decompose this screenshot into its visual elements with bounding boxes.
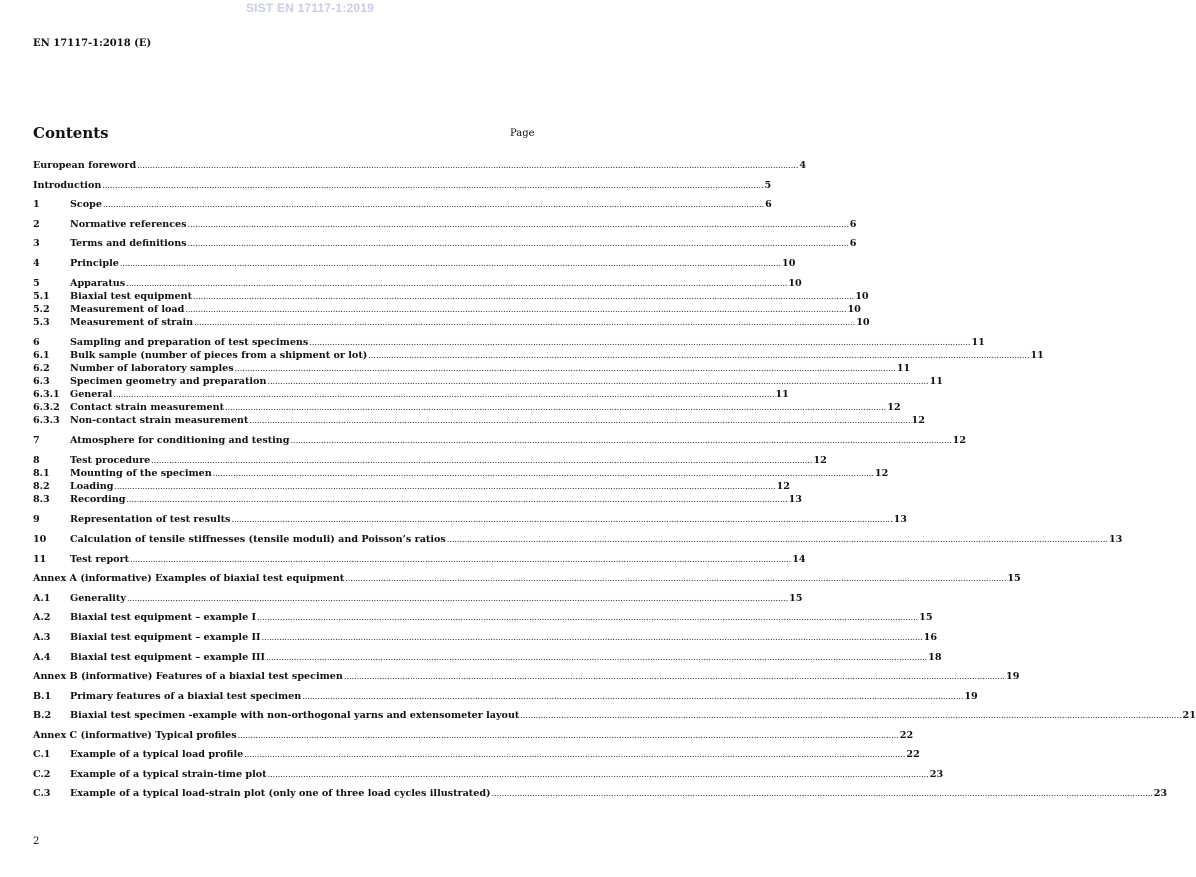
toc-entry-title: Test procedure: [70, 455, 151, 466]
toc-entry-page: 10: [782, 258, 796, 269]
page-column-label: Page: [510, 128, 535, 139]
toc-entry-number: C.3: [33, 788, 51, 799]
toc-entry-number: 1: [33, 199, 40, 210]
toc-entry-number: 10: [33, 534, 47, 545]
toc-entry[interactable]: [33, 749, 920, 762]
toc-entry-page: 11: [929, 376, 943, 387]
toc-entry-number: 9: [33, 514, 40, 525]
toc-entry-page: 12: [813, 455, 827, 466]
toc-entry-page: 4: [799, 160, 807, 171]
toc-entry-number: 4: [33, 258, 40, 269]
toc-dot-leader: [188, 239, 849, 248]
toc-entry-title: Primary features of a biaxial test specimen: [70, 691, 302, 702]
toc-entry-title: Non-contact strain measurement: [70, 415, 249, 426]
toc-entry-page: 5: [764, 180, 772, 191]
toc-entry-title: Calculation of tensile stiffnesses (tensile moduli) and Poisson’s ratios: [70, 534, 446, 545]
toc-entry[interactable]: [33, 468, 889, 481]
toc-entry[interactable]: [33, 180, 772, 193]
toc-entry-page: 12: [911, 415, 925, 426]
toc-entry-page: 12: [887, 402, 901, 413]
toc-entry-title: Annex A (informative) Examples of biaxial test equipment: [33, 573, 345, 584]
toc-entry-title: Biaxial test specimen -example with non-orthogonal yarns and extensometer layout: [70, 710, 520, 721]
page-number: 2: [33, 836, 40, 847]
toc-entry-page: 11: [775, 389, 789, 400]
toc-entry[interactable]: [33, 671, 1020, 684]
toc-entry-number: 6: [33, 337, 40, 348]
toc-entry-page: 23: [1153, 788, 1168, 799]
toc-dot-leader: [520, 711, 1181, 720]
toc-entry-number: 5.1: [33, 291, 50, 302]
toc-entry[interactable]: [33, 402, 901, 415]
watermark: SIST EN 17117-1:2019: [245, 1, 375, 15]
toc-entry-number: 11: [33, 554, 47, 565]
toc-entry-page: 12: [776, 481, 790, 492]
toc-entry[interactable]: [33, 652, 942, 665]
toc-entry[interactable]: [33, 730, 914, 743]
toc-entry-page: 13: [893, 514, 907, 525]
toc-entry[interactable]: [33, 258, 796, 271]
toc-dot-leader: [188, 220, 849, 229]
toc-entry-title: Principle: [70, 258, 119, 269]
toc-entry[interactable]: [33, 593, 803, 606]
toc-entry-page: 16: [923, 632, 938, 643]
toc-entry-title: Apparatus: [70, 278, 126, 289]
toc-entry-page: 13: [1108, 534, 1123, 545]
toc-entry-title: Test report: [70, 554, 130, 565]
toc-dot-leader: [261, 633, 922, 642]
toc-entry[interactable]: [33, 494, 802, 507]
toc-entry[interactable]: [33, 788, 1168, 801]
toc-entry[interactable]: [33, 632, 938, 645]
toc-entry-page: 18: [928, 652, 942, 663]
toc-dot-leader: [126, 495, 787, 504]
toc-dot-leader: [447, 535, 1108, 544]
toc-entry-title: Loading: [70, 481, 114, 492]
toc-entry[interactable]: [33, 435, 967, 448]
toc-dot-leader: [213, 469, 874, 478]
toc-entry-number: A.3: [33, 632, 51, 643]
toc-dot-leader: [113, 390, 774, 399]
toc-entry-title: Measurement of load: [70, 304, 185, 315]
toc-entry-title: Number of laboratory samples: [70, 363, 234, 374]
toc-entry-number: 2: [33, 219, 40, 230]
toc-entry-page: 19: [1006, 671, 1020, 682]
toc-entry-page: 13: [788, 494, 802, 505]
toc-entry-title: Example of a typical load-strain plot (only one of three load cycles illustrated): [70, 788, 491, 799]
toc-entry-number: 6.3: [33, 376, 50, 387]
toc-entry-number: A.1: [33, 593, 51, 604]
toc-entry-title: Scope: [70, 199, 102, 210]
toc-dot-leader: [130, 555, 791, 564]
toc-entry-number: 8.1: [33, 468, 50, 479]
toc-entry[interactable]: [33, 573, 1021, 586]
toc-dot-leader: [244, 750, 905, 759]
toc-entry-title: Introduction: [33, 180, 102, 191]
toc-dot-leader: [267, 377, 928, 386]
toc-entry-page: 6: [765, 199, 772, 210]
toc-entry[interactable]: [33, 350, 1044, 363]
toc-entry-number: 6.3.3: [33, 415, 60, 426]
toc-entry-page: 15: [919, 612, 933, 623]
toc-entry-page: 10: [856, 317, 870, 328]
toc-dot-leader: [345, 574, 1006, 583]
toc-dot-leader: [268, 770, 929, 779]
toc-dot-leader: [309, 338, 970, 347]
toc-entry-number: 5.2: [33, 304, 50, 315]
toc-entry[interactable]: [33, 238, 857, 251]
toc-entry-title: European foreword: [33, 160, 137, 171]
toc-entry-number: A.4: [33, 652, 51, 663]
toc-entry-page: 12: [952, 435, 967, 446]
toc-entry-page: 10: [847, 304, 861, 315]
toc-entry[interactable]: [33, 219, 857, 232]
toc-entry-number: 8.2: [33, 481, 50, 492]
toc-entry-title: Bulk sample (number of pieces from a shipment or lot): [70, 350, 368, 361]
toc-dot-leader: [257, 613, 918, 622]
toc-dot-leader: [151, 456, 812, 465]
toc-entry-title: Recording: [70, 494, 126, 505]
toc-dot-leader: [120, 259, 781, 268]
toc-entry-title: General: [70, 389, 113, 400]
toc-entry[interactable]: [33, 534, 1123, 547]
toc-entry[interactable]: [33, 304, 861, 317]
toc-entry-page: 12: [874, 468, 889, 479]
toc-entry[interactable]: [33, 769, 944, 782]
toc-dot-leader: [102, 181, 763, 190]
toc-entry-title: Normative references: [70, 219, 187, 230]
toc-entry[interactable]: [33, 363, 911, 376]
toc-dot-leader: [185, 305, 846, 314]
toc-dot-leader: [193, 292, 854, 301]
toc-entry[interactable]: [33, 389, 789, 402]
toc-entry-number: C.1: [33, 749, 51, 760]
toc-dot-leader: [114, 482, 775, 491]
toc-entry-title: Specimen geometry and preparation: [70, 376, 267, 387]
toc-entry-title: Terms and definitions: [70, 238, 187, 249]
toc-dot-leader: [249, 416, 910, 425]
toc-entry-page: 6: [849, 238, 857, 249]
toc-entry-number: B.2: [33, 710, 52, 721]
toc-entry-page: 11: [1030, 350, 1044, 361]
toc-entry-title: Measurement of strain: [70, 317, 194, 328]
toc-entry[interactable]: [33, 710, 1196, 723]
toc-dot-leader: [368, 351, 1029, 360]
toc-dot-leader: [492, 789, 1153, 798]
toc-dot-leader: [344, 672, 1005, 681]
toc-dot-leader: [103, 200, 764, 209]
toc-dot-leader: [127, 594, 788, 603]
page-title: Contents: [33, 124, 109, 142]
toc-entry-page: 11: [971, 337, 985, 348]
toc-entry[interactable]: [33, 612, 933, 625]
toc-entry-number: 3: [33, 238, 40, 249]
toc-entry[interactable]: [33, 376, 943, 389]
toc-entry-title: Example of a typical strain-time plot: [70, 769, 267, 780]
toc-entry-title: Sampling and preparation of test specimens: [70, 337, 309, 348]
toc-entry-number: 6.2: [33, 363, 50, 374]
toc-entry-title: Mounting of the specimen: [70, 468, 212, 479]
toc-entry[interactable]: [33, 160, 807, 173]
toc-entry-page: 15: [789, 593, 803, 604]
toc-entry-page: 15: [1007, 573, 1021, 584]
toc-entry-number: 6.1: [33, 350, 50, 361]
toc-entry-page: 14: [792, 554, 806, 565]
toc-entry[interactable]: [33, 455, 827, 468]
toc-entry-title: Annex B (informative) Features of a biaxial test specimen: [33, 671, 343, 682]
toc-entry-number: 5.3: [33, 317, 50, 328]
toc-entry-page: 22: [899, 730, 914, 741]
toc-entry-page: 10: [788, 278, 802, 289]
toc-entry-page: 19: [964, 691, 978, 702]
toc-entry-number: 5: [33, 278, 40, 289]
toc-dot-leader: [302, 692, 963, 701]
toc-entry-page: 10: [855, 291, 869, 302]
toc-entry-number: 7: [33, 435, 40, 446]
toc-dot-leader: [231, 515, 892, 524]
toc-dot-leader: [194, 318, 855, 327]
toc-entry-number: 8: [33, 455, 40, 466]
toc-entry-page: 11: [896, 363, 911, 374]
toc-entry-title: Biaxial test equipment: [70, 291, 193, 302]
toc-entry[interactable]: [33, 691, 978, 704]
toc-dot-leader: [238, 731, 899, 740]
toc-entry-title: Biaxial test equipment – example I: [70, 612, 256, 623]
toc-entry-page: 22: [906, 749, 920, 760]
toc-entry-title: Contact strain measurement: [70, 402, 225, 413]
toc-entry[interactable]: [33, 554, 806, 567]
toc-dot-leader: [291, 436, 952, 445]
toc-entry-title: Example of a typical load profile: [70, 749, 244, 760]
toc-dot-leader: [266, 653, 927, 662]
toc-entry-title: Atmosphere for conditioning and testing: [70, 435, 290, 446]
toc-entry[interactable]: [33, 415, 925, 428]
toc-entry-number: A.2: [33, 612, 51, 623]
toc-dot-leader: [225, 403, 886, 412]
toc-entry-page: 21: [1182, 710, 1196, 721]
toc-entry-title: Biaxial test equipment – example II: [70, 632, 261, 643]
toc-entry-title: Biaxial test equipment – example III: [70, 652, 265, 663]
toc-entry[interactable]: [33, 317, 870, 330]
toc-entry[interactable]: [33, 291, 869, 304]
toc-entry-page: 23: [929, 769, 944, 780]
document-header: EN 17117-1:2018 (E): [33, 38, 152, 49]
toc-entry-number: 8.3: [33, 494, 50, 505]
toc-entry-number: B.1: [33, 691, 52, 702]
toc-entry-title: Annex C (informative) Typical profiles: [33, 730, 237, 741]
toc-dot-leader: [126, 279, 787, 288]
toc-entry-title: Generality: [70, 593, 126, 604]
toc-entry[interactable]: [33, 199, 772, 212]
toc-entry-number: 6.3.2: [33, 402, 60, 413]
toc-entry-page: 6: [849, 219, 857, 230]
toc-entry[interactable]: [33, 337, 985, 350]
toc-entry-title: Representation of test results: [70, 514, 231, 525]
toc-entry-number: C.2: [33, 769, 51, 780]
toc-entry[interactable]: [33, 514, 907, 527]
toc-entry[interactable]: [33, 278, 802, 291]
toc-entry[interactable]: [33, 481, 790, 494]
toc-dot-leader: [235, 364, 896, 373]
toc-entry-number: 6.3.1: [33, 389, 60, 400]
toc-dot-leader: [137, 161, 798, 170]
